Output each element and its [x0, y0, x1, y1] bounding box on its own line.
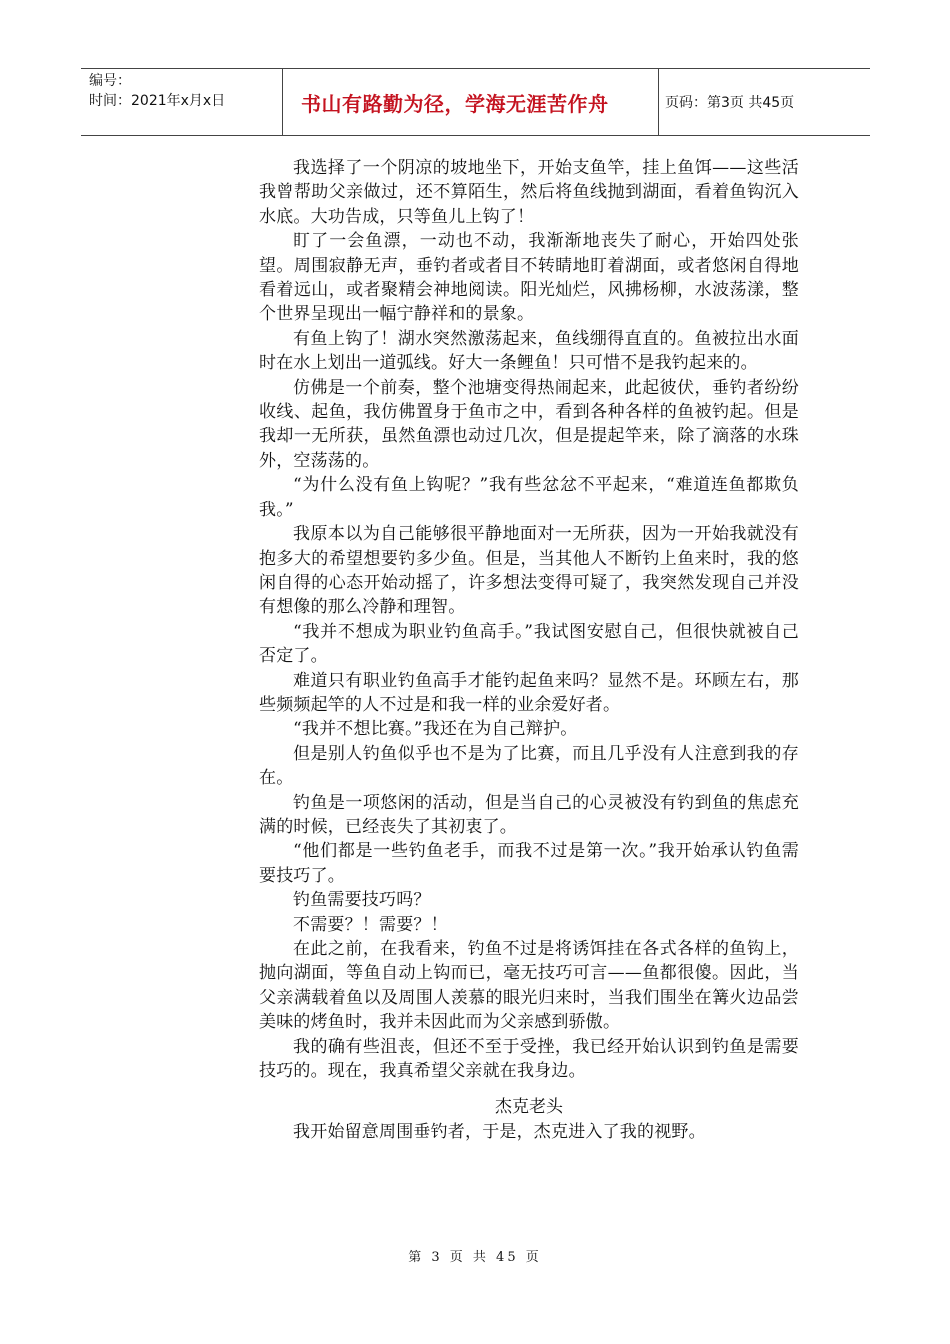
closing-paragraph: 我开始留意周围垂钓者，于是，杰克进入了我的视野。 [293, 1121, 706, 1142]
section-title: 杰克老头 [495, 1097, 563, 1118]
page-footer: 第 3 页 共 45 页 [408, 1250, 542, 1265]
paragraph: 有鱼上钩了！湖水突然激荡起来，鱼线绷得直直的。鱼被拉出水面时在水上划出一道弧线。好大一条鲤鱼！只可惜不是我钓起来的。 [259, 328, 799, 374]
paragraph: 我选择了一个阴凉的坡地坐下，开始支鱼竿，挂上鱼饵——这些活我曾帮助父亲做过，还不算陌生，然后将鱼线抛到湖面，看着鱼钩沉入水底。大功告成，只等鱼儿上钩了！ [259, 158, 799, 227]
paragraph: 我的确有些沮丧，但还不至于受挫，我已经开始认识到钓鱼是需要技巧的。现在，我真希望父亲就在我身边。 [259, 1036, 799, 1082]
paragraph: 我原本以为自己能够很平静地面对一无所获，因为一开始我就没有抱多大的希望想要钓多少鱼。但是，当其他人不断钓上鱼来时，我的悠闲自得的心态开始动摇了，许多想法变得可疑了，我突然发现自己并没有想像的那么冷静和理智。 [259, 524, 799, 618]
paragraph: 盯了一会鱼漂，一动也不动，我渐渐地丧失了耐心，开始四处张望。周围寂静无声，垂钓者或者目不转睛地盯着湖面，或者悠闲自得地看着远山，或者聚精会神地阅读。阳光灿烂，风拂杨柳，水波荡漾，整个世界呈现出一幅宁静祥和的景象。 [259, 231, 799, 325]
paragraph: 但是别人钓鱼似乎也不是为了比赛，而且几乎没有人注意到我的存在。 [259, 743, 799, 789]
header-page-info: 页码：第3页 共45页 [665, 95, 795, 111]
paragraph: 钓鱼需要技巧吗？ [293, 890, 431, 911]
paragraph: 仿佛是一个前奏，整个池塘变得热闹起来，此起彼伏，垂钓者纷纷收线、起鱼，我仿佛置身于鱼市之中，看到各种各样的鱼被钓起。但是我却一无所获，虽然鱼漂也动过几次，但是提起竿来，除了滴落的水珠外，空荡荡的。 [259, 377, 799, 471]
time-label: 时间：2021年x月x日 [89, 93, 226, 109]
paragraph: “他们都是一些钓鱼老手，而我不过是第一次。”我开始承认钓鱼需要技巧了。 [259, 841, 799, 886]
paragraph: 在此之前，在我看来，钓鱼不过是将诱饵挂在各式各样的鱼钩上，抛向湖面，等鱼自动上钩而已，毫无技巧可言——鱼都很傻。因此，当父亲满载着鱼以及周围人羡慕的眼光归来时，当我们围坐在篝火边品尝美味的烤鱼时，我并未因此而为父亲感到骄傲。 [259, 939, 799, 1033]
paragraph: 难道只有职业钓鱼高手才能钓起鱼来吗？显然不是。环顾左右，那些频频起竿的人不过是和我一样的业余爱好者。 [259, 670, 799, 715]
paragraph: 不需要？！需要？！ [293, 914, 448, 935]
paragraph: “我并不想比赛。”我还在为自己辩护。 [293, 719, 578, 740]
paragraph: “为什么没有鱼上钩呢？”我有些忿忿不平起来，“难道连鱼都欺负我。” [259, 475, 799, 520]
document-body [259, 156, 799, 1144]
number-label: 编号： [89, 73, 131, 89]
page-header [81, 68, 870, 136]
paragraph: “我并不想成为职业钓鱼高手。”我试图安慰自己，但很快就被自己否定了。 [259, 621, 799, 667]
paragraph: 钓鱼是一项悠闲的活动，但是当自己的心灵被没有钓到鱼的焦虑充满的时候，已经丧失了其初衷了。 [259, 792, 799, 837]
header-meta [81, 69, 283, 135]
header-motto: 书山有路勤为径，学海无涯苦作舟 [283, 69, 659, 135]
